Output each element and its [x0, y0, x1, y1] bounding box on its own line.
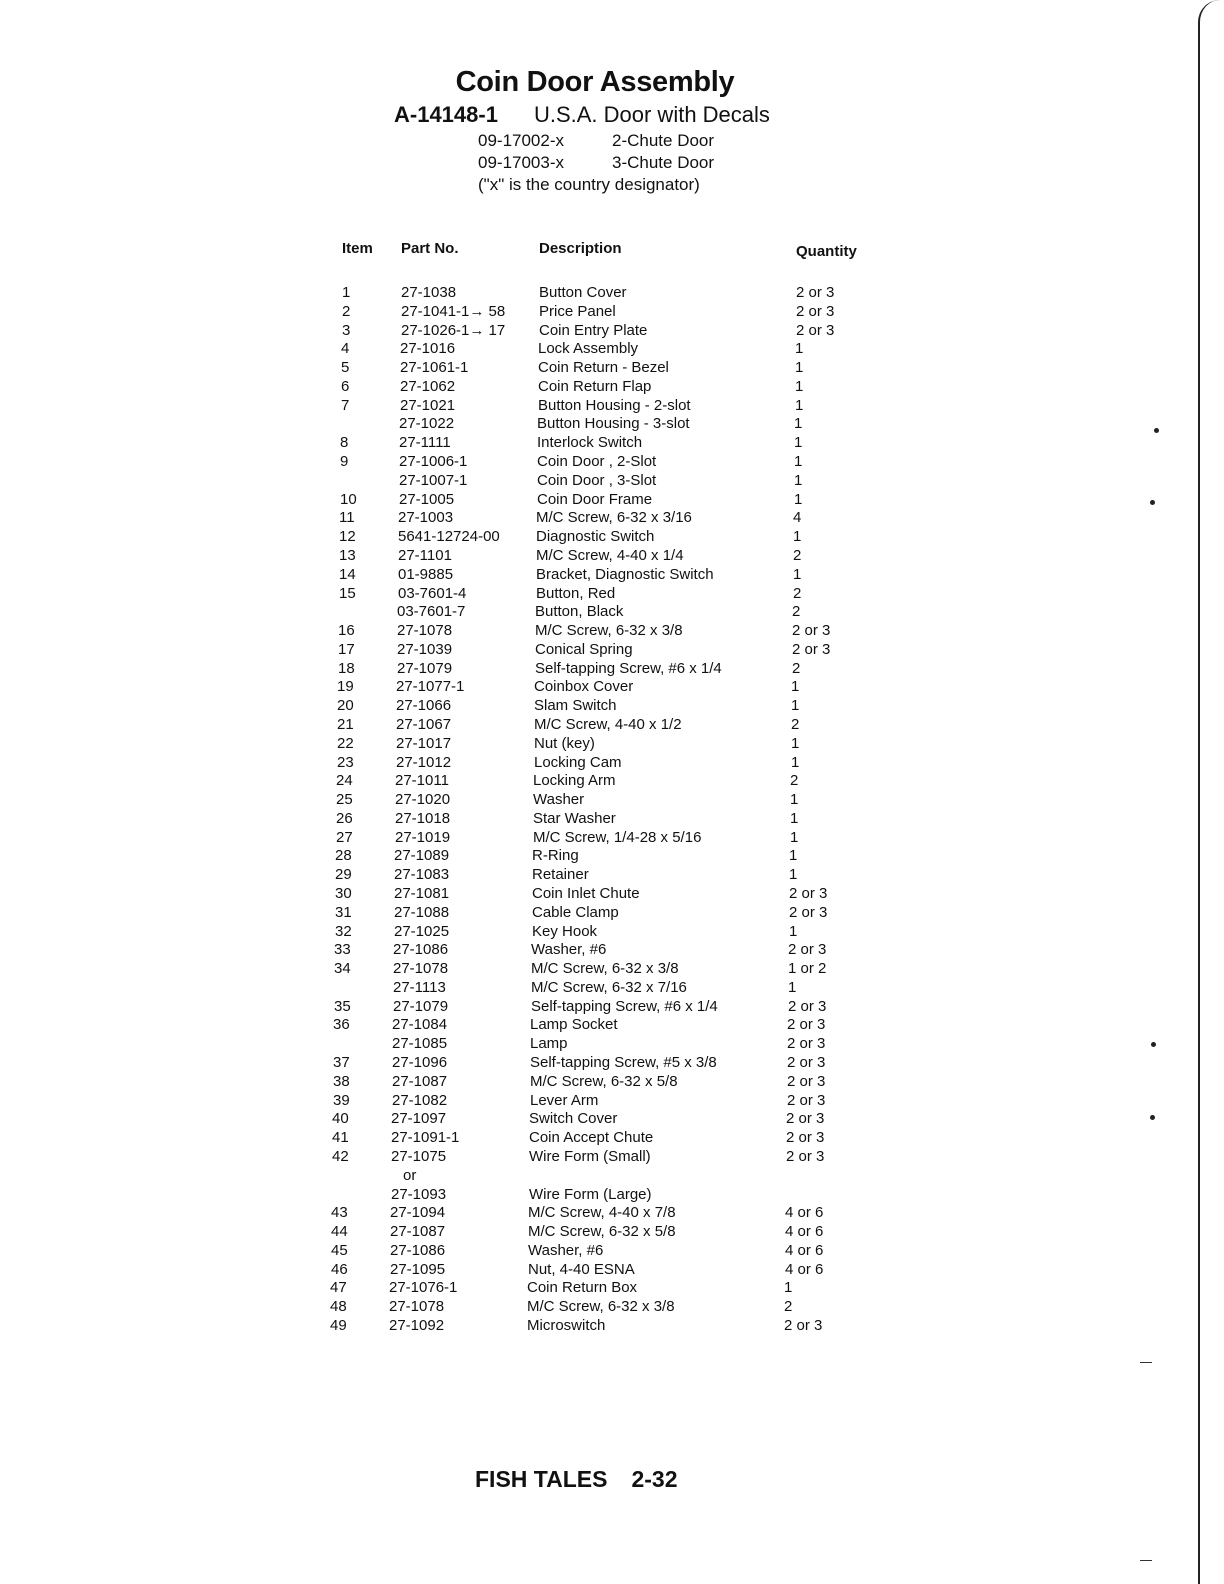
header-desc: Description	[539, 240, 622, 257]
part-quantity: 1	[794, 434, 803, 451]
part-number: 27-1012	[396, 754, 452, 771]
part-number: 27-1095	[390, 1261, 446, 1278]
part-quantity: 2 or 3	[789, 885, 828, 902]
part-description: R-Ring	[532, 847, 579, 864]
part-description: Washer, #6	[531, 941, 607, 958]
item-number: 34	[334, 960, 351, 977]
part-number: 27-1079	[397, 660, 453, 677]
part-number: 01-9885	[398, 566, 454, 583]
part-description: Key Hook	[532, 923, 598, 940]
part-quantity: 2	[790, 772, 799, 789]
part-number: 27-1019	[395, 829, 451, 846]
part-description: Nut (key)	[534, 735, 595, 752]
part-description: Lamp	[530, 1035, 568, 1052]
part-number: 27-1087	[390, 1223, 446, 1240]
part-number: 27-1039	[397, 641, 453, 658]
part-description: Star Washer	[533, 810, 616, 827]
part-number: 27-1096	[392, 1054, 448, 1071]
part-description: M/C Screw, 1/4-28 x 5/16	[533, 829, 702, 846]
part-quantity: 1	[784, 1279, 793, 1296]
item-number: 37	[333, 1054, 350, 1071]
item-number: 3	[342, 322, 351, 339]
part-description: Retainer	[532, 866, 589, 883]
item-number: 29	[335, 866, 352, 883]
part-description: Coin Door Frame	[537, 491, 653, 508]
part-quantity: 1	[795, 397, 804, 414]
part-quantity: 1	[791, 697, 800, 714]
part-description: Locking Cam	[534, 754, 622, 771]
part-description: M/C Screw, 6-32 x 5/8	[530, 1073, 678, 1090]
part-description: Lever Arm	[530, 1092, 599, 1109]
item-number: 31	[335, 904, 352, 921]
scan-mark	[1140, 1362, 1152, 1363]
part-number: 27-1087	[392, 1073, 448, 1090]
part-quantity: 1	[788, 979, 797, 996]
part-number: 27-1078	[393, 960, 449, 977]
part-description: Button Housing - 3-slot	[537, 415, 690, 432]
item-number: 5	[341, 359, 350, 376]
part-quantity: 1	[790, 810, 799, 827]
part-description: Lamp Socket	[530, 1016, 618, 1033]
part-description: Price Panel	[539, 303, 616, 320]
part-number: 27-1026-1→ 17	[401, 322, 506, 339]
part-description: Cable Clamp	[532, 904, 619, 921]
part-number: 03-7601-4	[398, 585, 467, 602]
item-number: 1	[342, 284, 351, 301]
part-description: Wire Form (Large)	[529, 1186, 652, 1203]
part-quantity: 4 or 6	[785, 1261, 824, 1278]
part-number: 27-1086	[390, 1242, 446, 1259]
part-number: 27-1006-1	[399, 453, 468, 470]
item-number: 40	[332, 1110, 349, 1127]
part-quantity: 4 or 6	[785, 1242, 824, 1259]
part-number: 27-1086	[393, 941, 449, 958]
part-quantity: 1	[790, 829, 799, 846]
part-number: 27-1062	[400, 378, 456, 395]
item-number: 11	[339, 509, 355, 526]
scan-speck	[1151, 1042, 1156, 1047]
part-description: Self-tapping Screw, #6 x 1/4	[531, 998, 718, 1015]
part-description: M/C Screw, 6-32 x 3/8	[531, 960, 679, 977]
part-quantity: 2 or 3	[786, 1129, 825, 1146]
part-description: Button Cover	[539, 284, 627, 301]
part-description: Coin Return - Bezel	[538, 359, 669, 376]
item-number: 2	[342, 303, 351, 320]
part-quantity: 4 or 6	[785, 1204, 824, 1221]
part-description: Self-tapping Screw, #6 x 1/4	[535, 660, 722, 677]
part-quantity: 2 or 3	[786, 1148, 825, 1165]
item-number: 26	[336, 810, 353, 827]
item-number: 8	[340, 434, 349, 451]
part-description: Conical Spring	[535, 641, 633, 658]
item-number: 17	[338, 641, 355, 658]
part-quantity: 1	[794, 453, 803, 470]
part-number: 27-1082	[392, 1092, 448, 1109]
part-description: M/C Screw, 6-32 x 3/8	[527, 1298, 675, 1315]
part-number: 27-1061-1	[400, 359, 469, 376]
item-number: 14	[339, 566, 356, 583]
part-quantity: 1	[793, 528, 802, 545]
header-item: Item	[342, 240, 373, 257]
item-number: 38	[333, 1073, 350, 1090]
part-description: Self-tapping Screw, #5 x 3/8	[530, 1054, 717, 1071]
part-quantity: 2 or 3	[787, 1092, 826, 1109]
part-description: Wire Form (Small)	[529, 1148, 651, 1165]
part-quantity: 1	[794, 472, 803, 489]
part-number: 27-1067	[396, 716, 452, 733]
part-description: Washer, #6	[528, 1242, 604, 1259]
part-number: 27-1081	[394, 885, 450, 902]
part-quantity: 1	[790, 791, 799, 808]
part-quantity: 2 or 3	[787, 1073, 826, 1090]
part-quantity: 2 or 3	[796, 303, 835, 320]
item-number: 25	[336, 791, 353, 808]
part-number: 27-1078	[389, 1298, 445, 1315]
part-description: M/C Screw, 6-32 x 5/8	[528, 1223, 676, 1240]
part-quantity: 1	[789, 923, 798, 940]
variant-code: 09-17003-x	[478, 153, 565, 172]
item-number: 44	[331, 1223, 348, 1240]
part-description: Nut, 4-40 ESNA	[528, 1261, 635, 1278]
part-description: M/C Screw, 6-32 x 3/8	[535, 622, 683, 639]
variant-code: 09-17002-x	[478, 131, 565, 150]
part-description: Coin Inlet Chute	[532, 885, 640, 902]
item-number: 41	[332, 1129, 349, 1146]
part-number: 27-1018	[395, 810, 451, 827]
part-number: 27-1088	[394, 904, 450, 921]
part-number: 27-1079	[393, 998, 449, 1015]
assembly-subtitle	[394, 102, 770, 128]
part-number: 27-1075	[391, 1148, 447, 1165]
part-quantity: 4 or 6	[785, 1223, 824, 1240]
part-quantity: 1	[789, 847, 798, 864]
part-description: Coinbox Cover	[534, 678, 634, 695]
assembly-code: A-14148-1	[394, 102, 498, 127]
part-number: 27-1038	[401, 284, 457, 301]
part-quantity: 2	[793, 547, 802, 564]
item-number: 36	[333, 1016, 350, 1033]
part-number: 27-1093	[391, 1186, 447, 1203]
part-description: M/C Screw, 6-32 x 3/16	[536, 509, 692, 526]
item-number: 46	[331, 1261, 348, 1278]
item-number: 35	[334, 998, 351, 1015]
part-description: Washer	[533, 791, 585, 808]
part-number: 27-1020	[395, 791, 451, 808]
part-quantity: 2 or 3	[784, 1317, 823, 1334]
item-number: 6	[341, 378, 350, 395]
part-number: 27-1007-1	[399, 472, 468, 489]
item-number: 18	[338, 660, 355, 677]
part-quantity: 1 or 2	[788, 960, 827, 977]
item-number: 43	[331, 1204, 348, 1221]
item-number: 47	[330, 1279, 347, 1296]
part-number: 27-1094	[390, 1204, 446, 1221]
part-description: M/C Screw, 4-40 x 7/8	[528, 1204, 676, 1221]
part-quantity: 1	[791, 678, 800, 695]
part-quantity: 2 or 3	[796, 284, 835, 301]
part-quantity: 2	[784, 1298, 793, 1315]
part-description: Coin Door , 3-Slot	[537, 472, 657, 489]
item-number: 16	[338, 622, 355, 639]
item-number: 4	[341, 340, 350, 357]
part-description: Button Housing - 2-slot	[538, 397, 691, 414]
part-description: Switch Cover	[529, 1110, 618, 1127]
part-quantity: 2 or 3	[788, 998, 827, 1015]
item-number: 20	[337, 697, 354, 714]
item-number: 27	[336, 829, 353, 846]
part-quantity: 2 or 3	[786, 1110, 825, 1127]
part-quantity: 2 or 3	[787, 1016, 826, 1033]
part-number: 27-1089	[394, 847, 450, 864]
item-number: 9	[340, 453, 349, 470]
part-quantity: 1	[795, 378, 804, 395]
variant-desc: 2-Chute Door	[612, 131, 715, 150]
item-number: 7	[341, 397, 350, 414]
part-description: Lock Assembly	[538, 340, 639, 357]
part-quantity: 2	[791, 716, 800, 733]
item-number: 23	[337, 754, 354, 771]
item-number: 49	[330, 1317, 347, 1334]
part-number: 27-1066	[396, 697, 452, 714]
part-number: 27-1113	[393, 979, 446, 996]
part-number: 27-1005	[399, 491, 455, 508]
part-description: M/C Screw, 4-40 x 1/2	[534, 716, 682, 733]
part-number: 27-1041-1→ 58	[401, 303, 506, 320]
part-number: 03-7601-7	[397, 603, 466, 620]
item-number: 45	[331, 1242, 348, 1259]
item-number: 24	[336, 772, 353, 789]
part-quantity: 2	[792, 603, 801, 620]
part-number: 27-1076-1	[389, 1279, 458, 1296]
scan-speck	[1150, 1115, 1155, 1120]
part-number: 27-1022	[399, 415, 455, 432]
item-number: 15	[339, 585, 356, 602]
item-number: 21	[337, 716, 354, 733]
part-quantity: 2 or 3	[792, 641, 831, 658]
item-number: 39	[333, 1092, 350, 1109]
part-number: 27-1083	[394, 866, 450, 883]
part-quantity: 2 or 3	[796, 322, 835, 339]
part-description: M/C Screw, 6-32 x 7/16	[531, 979, 687, 996]
part-number: 27-1025	[394, 923, 450, 940]
header-qty: Quantity	[796, 243, 857, 260]
part-description: M/C Screw, 4-40 x 1/4	[536, 547, 684, 564]
door-variant	[478, 153, 714, 173]
part-description: Button, Black	[535, 603, 624, 620]
assembly-name: U.S.A. Door with Decals	[533, 102, 770, 127]
part-description: Slam Switch	[534, 697, 617, 714]
part-description: Coin Return Box	[527, 1279, 638, 1296]
item-number: 22	[337, 735, 354, 752]
part-number: 27-1077-1	[396, 678, 465, 695]
item-number: 30	[335, 885, 352, 902]
part-number: 27-1085	[392, 1035, 448, 1052]
variant-desc: 3-Chute Door	[612, 153, 715, 172]
part-number: 27-1078	[397, 622, 453, 639]
part-description: Bracket, Diagnostic Switch	[536, 566, 714, 583]
item-number: 10	[340, 491, 357, 508]
part-number: 27-1101	[398, 547, 452, 564]
part-number: 27-1017	[396, 735, 452, 752]
item-number: 12	[339, 528, 356, 545]
part-quantity: 2 or 3	[787, 1054, 826, 1071]
part-quantity: 2	[793, 585, 802, 602]
door-variant	[478, 131, 714, 151]
country-note: ("x" is the country designator)	[478, 175, 700, 194]
part-number: 27-1016	[400, 340, 456, 357]
item-number: 33	[334, 941, 351, 958]
part-quantity: 2 or 3	[789, 904, 828, 921]
part-description: Button, Red	[536, 585, 616, 602]
part-number: 27-1003	[398, 509, 454, 526]
part-quantity: 1	[793, 566, 802, 583]
page-footer	[475, 1466, 678, 1493]
part-quantity: 2 or 3	[792, 622, 831, 639]
page-number: 2-32	[631, 1466, 678, 1492]
part-quantity: 2 or 3	[787, 1035, 826, 1052]
part-quantity: 1	[794, 491, 803, 508]
part-quantity: 1	[795, 340, 804, 357]
part-quantity: 1	[794, 415, 803, 432]
part-description: Coin Return Flap	[538, 378, 652, 395]
page-edge	[1198, 0, 1224, 1584]
part-number: 27-1092	[389, 1317, 445, 1334]
part-number: 27-1097	[391, 1110, 447, 1127]
item-number: 28	[335, 847, 352, 864]
part-quantity: 4	[793, 509, 802, 526]
part-number: 27-1084	[392, 1016, 448, 1033]
part-description: Coin Accept Chute	[529, 1129, 654, 1146]
part-number: 27-1111	[399, 434, 451, 451]
part-number: 5641-12724-00	[398, 528, 500, 545]
part-number: 27-1091-1	[391, 1129, 460, 1146]
page-title: Coin Door Assembly	[455, 66, 735, 98]
item-number: 48	[330, 1298, 347, 1315]
part-number: or	[403, 1167, 417, 1184]
part-description: Interlock Switch	[537, 434, 643, 451]
scan-speck	[1150, 500, 1155, 505]
item-number: 13	[339, 547, 356, 564]
part-description: Diagnostic Switch	[536, 528, 655, 545]
header-part: Part No.	[401, 240, 459, 257]
part-quantity: 1	[791, 754, 800, 771]
part-quantity: 1	[789, 866, 798, 883]
part-quantity: 2	[792, 660, 801, 677]
item-number: 32	[335, 923, 352, 940]
part-quantity: 1	[795, 359, 804, 376]
part-quantity: 2 or 3	[788, 941, 827, 958]
item-number: 19	[337, 678, 354, 695]
part-number: 27-1021	[400, 397, 456, 414]
scan-speck	[1154, 428, 1159, 433]
part-quantity: 1	[791, 735, 800, 752]
part-description: Locking Arm	[533, 772, 616, 789]
part-description: Coin Door , 2-Slot	[537, 453, 657, 470]
item-number: 42	[332, 1148, 349, 1165]
scan-mark	[1140, 1560, 1152, 1561]
footer-title: FISH TALES	[475, 1466, 608, 1492]
part-number: 27-1011	[395, 772, 449, 789]
part-description: Coin Entry Plate	[539, 322, 648, 339]
part-description: Microswitch	[527, 1317, 606, 1334]
